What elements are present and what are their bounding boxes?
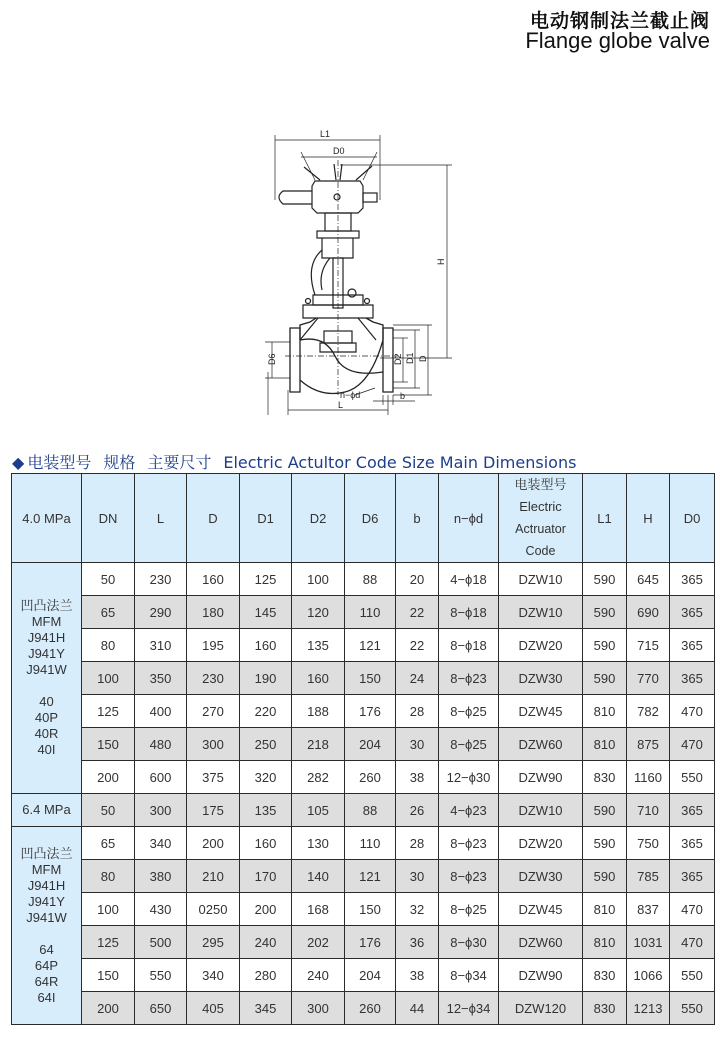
table-cell: DZW30	[499, 860, 583, 893]
table-cell: 400	[135, 695, 187, 728]
table-cell: 600	[135, 761, 187, 794]
group-label-line: 64I	[37, 989, 56, 1005]
table-cell: 590	[583, 860, 627, 893]
table-cell: 250	[240, 728, 292, 761]
table-cell: 830	[583, 761, 627, 794]
table-cell: 590	[583, 596, 627, 629]
table-cell: 365	[670, 794, 715, 827]
table-cell: 88	[345, 563, 396, 596]
group-label-line: MFM	[31, 614, 62, 629]
group-label-line: J941W	[26, 909, 67, 925]
section-cn-spec: 规格	[103, 453, 136, 472]
table-cell: 140	[292, 860, 345, 893]
table-row	[12, 827, 715, 860]
table-cell: 170	[240, 860, 292, 893]
table-cell: 38	[396, 959, 439, 992]
table-cell: 365	[670, 629, 715, 662]
table-cell: 240	[240, 926, 292, 959]
table-cell: 837	[627, 893, 670, 926]
group-label-line: 40	[39, 694, 54, 709]
table-cell: 50	[82, 794, 135, 827]
label-b: b	[400, 391, 406, 401]
table-cell: 8−ϕ25	[439, 893, 499, 926]
column-header: D1	[240, 474, 292, 563]
table-cell: 12−ϕ30	[439, 761, 499, 794]
table-cell: 80	[82, 860, 135, 893]
table-cell: 240	[292, 959, 345, 992]
table-cell: 500	[135, 926, 187, 959]
column-header: D0	[670, 474, 715, 563]
label-D6: D6	[267, 353, 277, 365]
table-row	[12, 761, 715, 794]
table-cell: 110	[345, 596, 396, 629]
table-cell: 176	[345, 926, 396, 959]
table-cell: 125	[82, 926, 135, 959]
group-label-line: J941H	[27, 877, 66, 893]
table-cell: 8−ϕ23	[439, 827, 499, 860]
table-cell: 405	[187, 992, 240, 1025]
table-cell: 295	[187, 926, 240, 959]
group-label-line: 64	[39, 941, 54, 957]
column-header: DN	[82, 474, 135, 563]
table-cell: 176	[345, 695, 396, 728]
table-cell: 100	[292, 563, 345, 596]
table-cell: DZW60	[499, 926, 583, 959]
table-cell: 480	[135, 728, 187, 761]
table-cell: 470	[670, 728, 715, 761]
table-cell: 470	[670, 695, 715, 728]
table-cell: 282	[292, 761, 345, 794]
table-cell: 270	[187, 695, 240, 728]
table-cell: 135	[292, 629, 345, 662]
table-cell: 470	[670, 926, 715, 959]
table-cell: DZW10	[499, 794, 583, 827]
table-cell: 125	[82, 695, 135, 728]
table-row	[12, 596, 715, 629]
table-row	[12, 893, 715, 926]
table-cell: 121	[345, 629, 396, 662]
table-cell: 8−ϕ34	[439, 959, 499, 992]
table-cell: 120	[292, 596, 345, 629]
column-header: 4.0 MPa	[12, 474, 82, 563]
table-row	[12, 992, 715, 1025]
group-label-line: 64R	[34, 973, 59, 989]
table-cell: 590	[583, 662, 627, 695]
table-cell: 210	[187, 860, 240, 893]
table-cell: 50	[82, 563, 135, 596]
table-cell: 4−ϕ23	[439, 794, 499, 827]
table-cell: 1066	[627, 959, 670, 992]
table-cell: 20	[396, 563, 439, 596]
table-cell: 160	[240, 827, 292, 860]
table-cell: 65	[82, 827, 135, 860]
table-cell: DZW20	[499, 827, 583, 860]
table-cell: 204	[345, 959, 396, 992]
table-cell: 810	[583, 695, 627, 728]
table-cell: 345	[240, 992, 292, 1025]
table-cell: 430	[135, 893, 187, 926]
table-cell: 32	[396, 893, 439, 926]
table-row	[12, 794, 715, 827]
table-cell: 1213	[627, 992, 670, 1025]
table-cell: 710	[627, 794, 670, 827]
label-D2: D2	[393, 353, 403, 365]
table-cell: 180	[187, 596, 240, 629]
dimensions-table	[11, 473, 715, 1025]
table-cell: 650	[135, 992, 187, 1025]
table-cell: 28	[396, 695, 439, 728]
table-cell: DZW45	[499, 695, 583, 728]
label-n-d: n−ϕd	[340, 390, 361, 400]
table-cell: 160	[292, 662, 345, 695]
table-cell: DZW10	[499, 596, 583, 629]
table-cell: 204	[345, 728, 396, 761]
table-cell: 310	[135, 629, 187, 662]
table-cell: 202	[292, 926, 345, 959]
table-cell: 100	[82, 893, 135, 926]
table-cell: 0250	[187, 893, 240, 926]
table-row	[12, 695, 715, 728]
column-header: D	[187, 474, 240, 563]
table-cell: 4−ϕ18	[439, 563, 499, 596]
table-header-row	[12, 474, 715, 563]
table-cell: 230	[135, 563, 187, 596]
table-cell: DZW45	[499, 893, 583, 926]
table-cell: 365	[670, 662, 715, 695]
table-cell: 130	[292, 827, 345, 860]
table-cell: 715	[627, 629, 670, 662]
column-header	[499, 474, 583, 563]
title-chinese: 电动钢制法兰截止阀	[529, 10, 710, 32]
table-cell: 380	[135, 860, 187, 893]
group-label	[12, 827, 82, 1025]
table-cell: 145	[240, 596, 292, 629]
table-cell: 8−ϕ23	[439, 662, 499, 695]
table-cell: 300	[292, 992, 345, 1025]
section-en: Electric Actultor Code Size Main Dimensions	[223, 453, 577, 472]
table-cell: 22	[396, 596, 439, 629]
table-cell: 365	[670, 563, 715, 596]
group-label-line: 凹凸法兰	[20, 845, 73, 861]
table-cell: 340	[187, 959, 240, 992]
table-cell: 8−ϕ18	[439, 596, 499, 629]
table-cell: 550	[670, 992, 715, 1025]
table-cell: 195	[187, 629, 240, 662]
group-label-line: 凹凸法兰	[20, 598, 73, 613]
label-D1: D1	[405, 352, 415, 364]
section-cn-model: 电装型号	[27, 453, 92, 472]
table-cell: 44	[396, 992, 439, 1025]
table-cell: 200	[82, 992, 135, 1025]
table-cell: 550	[135, 959, 187, 992]
group-label-line: 64P	[34, 957, 59, 973]
table-cell: 150	[82, 728, 135, 761]
table-cell: 590	[583, 827, 627, 860]
group-label-line: 6.4 MPa	[22, 802, 71, 817]
table-cell: 175	[187, 794, 240, 827]
table-row	[12, 563, 715, 596]
group-label-line: 40I	[37, 742, 56, 757]
column-header: n−ϕd	[439, 474, 499, 563]
table-cell: 300	[187, 728, 240, 761]
table-cell: 150	[345, 893, 396, 926]
label-D0: D0	[333, 146, 345, 156]
table-cell: 340	[135, 827, 187, 860]
table-cell: 750	[627, 827, 670, 860]
section-cn-dims: 主要尺寸	[147, 453, 212, 472]
header-line: Electric	[519, 499, 562, 514]
table-cell: 810	[583, 926, 627, 959]
table-cell: 770	[627, 662, 670, 695]
table-cell: 830	[583, 992, 627, 1025]
table-cell: DZW120	[499, 992, 583, 1025]
table-cell: DZW60	[499, 728, 583, 761]
table-cell: 290	[135, 596, 187, 629]
table-cell: 1031	[627, 926, 670, 959]
table-cell: 590	[583, 563, 627, 596]
table-cell: 200	[187, 827, 240, 860]
table-cell: 65	[82, 596, 135, 629]
column-header: b	[396, 474, 439, 563]
column-header: L1	[583, 474, 627, 563]
table-cell: 22	[396, 629, 439, 662]
table-cell: 24	[396, 662, 439, 695]
table-cell: 80	[82, 629, 135, 662]
table-cell: 550	[670, 761, 715, 794]
group-label-line: J941W	[26, 662, 67, 677]
table-cell: 168	[292, 893, 345, 926]
table-cell: 470	[670, 893, 715, 926]
table-cell: 590	[583, 794, 627, 827]
group-label-line: J941H	[27, 630, 66, 645]
group-label-line: J941Y	[28, 646, 65, 661]
header-line: Actruator Code	[515, 522, 566, 558]
table-cell: 8−ϕ30	[439, 926, 499, 959]
table-cell: 690	[627, 596, 670, 629]
table-cell: DZW10	[499, 563, 583, 596]
table-cell: 645	[627, 563, 670, 596]
table-cell: 100	[82, 662, 135, 695]
table-cell: DZW30	[499, 662, 583, 695]
table-cell: 785	[627, 860, 670, 893]
label-D: D	[418, 355, 428, 362]
table-cell: 200	[82, 761, 135, 794]
table-cell: 190	[240, 662, 292, 695]
table-cell: 230	[187, 662, 240, 695]
table-cell: DZW90	[499, 959, 583, 992]
table-cell: 550	[670, 959, 715, 992]
table-cell: 28	[396, 827, 439, 860]
table-cell: 365	[670, 827, 715, 860]
header-line: 电装型号	[514, 477, 567, 492]
label-L1: L1	[320, 129, 331, 139]
column-header: H	[627, 474, 670, 563]
table-cell: 26	[396, 794, 439, 827]
group-label-line: MFM	[31, 861, 62, 877]
table-cell: 590	[583, 629, 627, 662]
table-cell: 8−ϕ25	[439, 695, 499, 728]
table-cell: 8−ϕ25	[439, 728, 499, 761]
table-cell: 200	[240, 893, 292, 926]
group-label-line: 40R	[34, 726, 59, 741]
table-cell: 160	[187, 563, 240, 596]
table-cell: 125	[240, 563, 292, 596]
label-H: H	[436, 258, 446, 265]
table-cell: 375	[187, 761, 240, 794]
table-cell: 12−ϕ34	[439, 992, 499, 1025]
table-cell: 260	[345, 992, 396, 1025]
table-cell: 121	[345, 860, 396, 893]
table-cell: 8−ϕ23	[439, 860, 499, 893]
column-header: L	[135, 474, 187, 563]
table-cell: 30	[396, 860, 439, 893]
table-cell: 188	[292, 695, 345, 728]
table-cell: 105	[292, 794, 345, 827]
table-cell: 810	[583, 728, 627, 761]
table-cell: 1160	[627, 761, 670, 794]
group-label	[12, 794, 82, 827]
actuator	[279, 164, 377, 352]
table-cell: 220	[240, 695, 292, 728]
column-header: D2	[292, 474, 345, 563]
table-cell: 365	[670, 596, 715, 629]
section-heading	[12, 450, 576, 473]
table-cell: 160	[240, 629, 292, 662]
table-cell: 280	[240, 959, 292, 992]
table-row	[12, 860, 715, 893]
table-row	[12, 959, 715, 992]
table-cell: DZW90	[499, 761, 583, 794]
table-cell: 135	[240, 794, 292, 827]
table-cell: 875	[627, 728, 670, 761]
group-label	[12, 563, 82, 794]
table-row	[12, 926, 715, 959]
group-label-line	[12, 926, 81, 942]
group-label-line	[12, 678, 81, 694]
table-cell: DZW20	[499, 629, 583, 662]
table-cell: 150	[82, 959, 135, 992]
table-cell: 30	[396, 728, 439, 761]
group-label-line: J941Y	[28, 893, 65, 909]
title-english: Flange globe valve	[525, 28, 710, 53]
table-cell: 38	[396, 761, 439, 794]
table-cell: 300	[135, 794, 187, 827]
diamond-icon: ◆	[12, 453, 25, 472]
table-cell: 830	[583, 959, 627, 992]
table-row	[12, 728, 715, 761]
table-cell: 810	[583, 893, 627, 926]
column-header: D6	[345, 474, 396, 563]
table-cell: 350	[135, 662, 187, 695]
valve-drawing	[0, 0, 720, 440]
table-cell: 320	[240, 761, 292, 794]
table-cell: 365	[670, 860, 715, 893]
table-cell: 36	[396, 926, 439, 959]
table-row	[12, 662, 715, 695]
label-L: L	[338, 400, 344, 410]
table-cell: 218	[292, 728, 345, 761]
table-cell: 110	[345, 827, 396, 860]
table-row	[12, 629, 715, 662]
table-cell: 260	[345, 761, 396, 794]
table-cell: 782	[627, 695, 670, 728]
group-label-line: 40P	[34, 710, 59, 725]
table-cell: 150	[345, 662, 396, 695]
table-cell: 8−ϕ18	[439, 629, 499, 662]
table-cell: 88	[345, 794, 396, 827]
